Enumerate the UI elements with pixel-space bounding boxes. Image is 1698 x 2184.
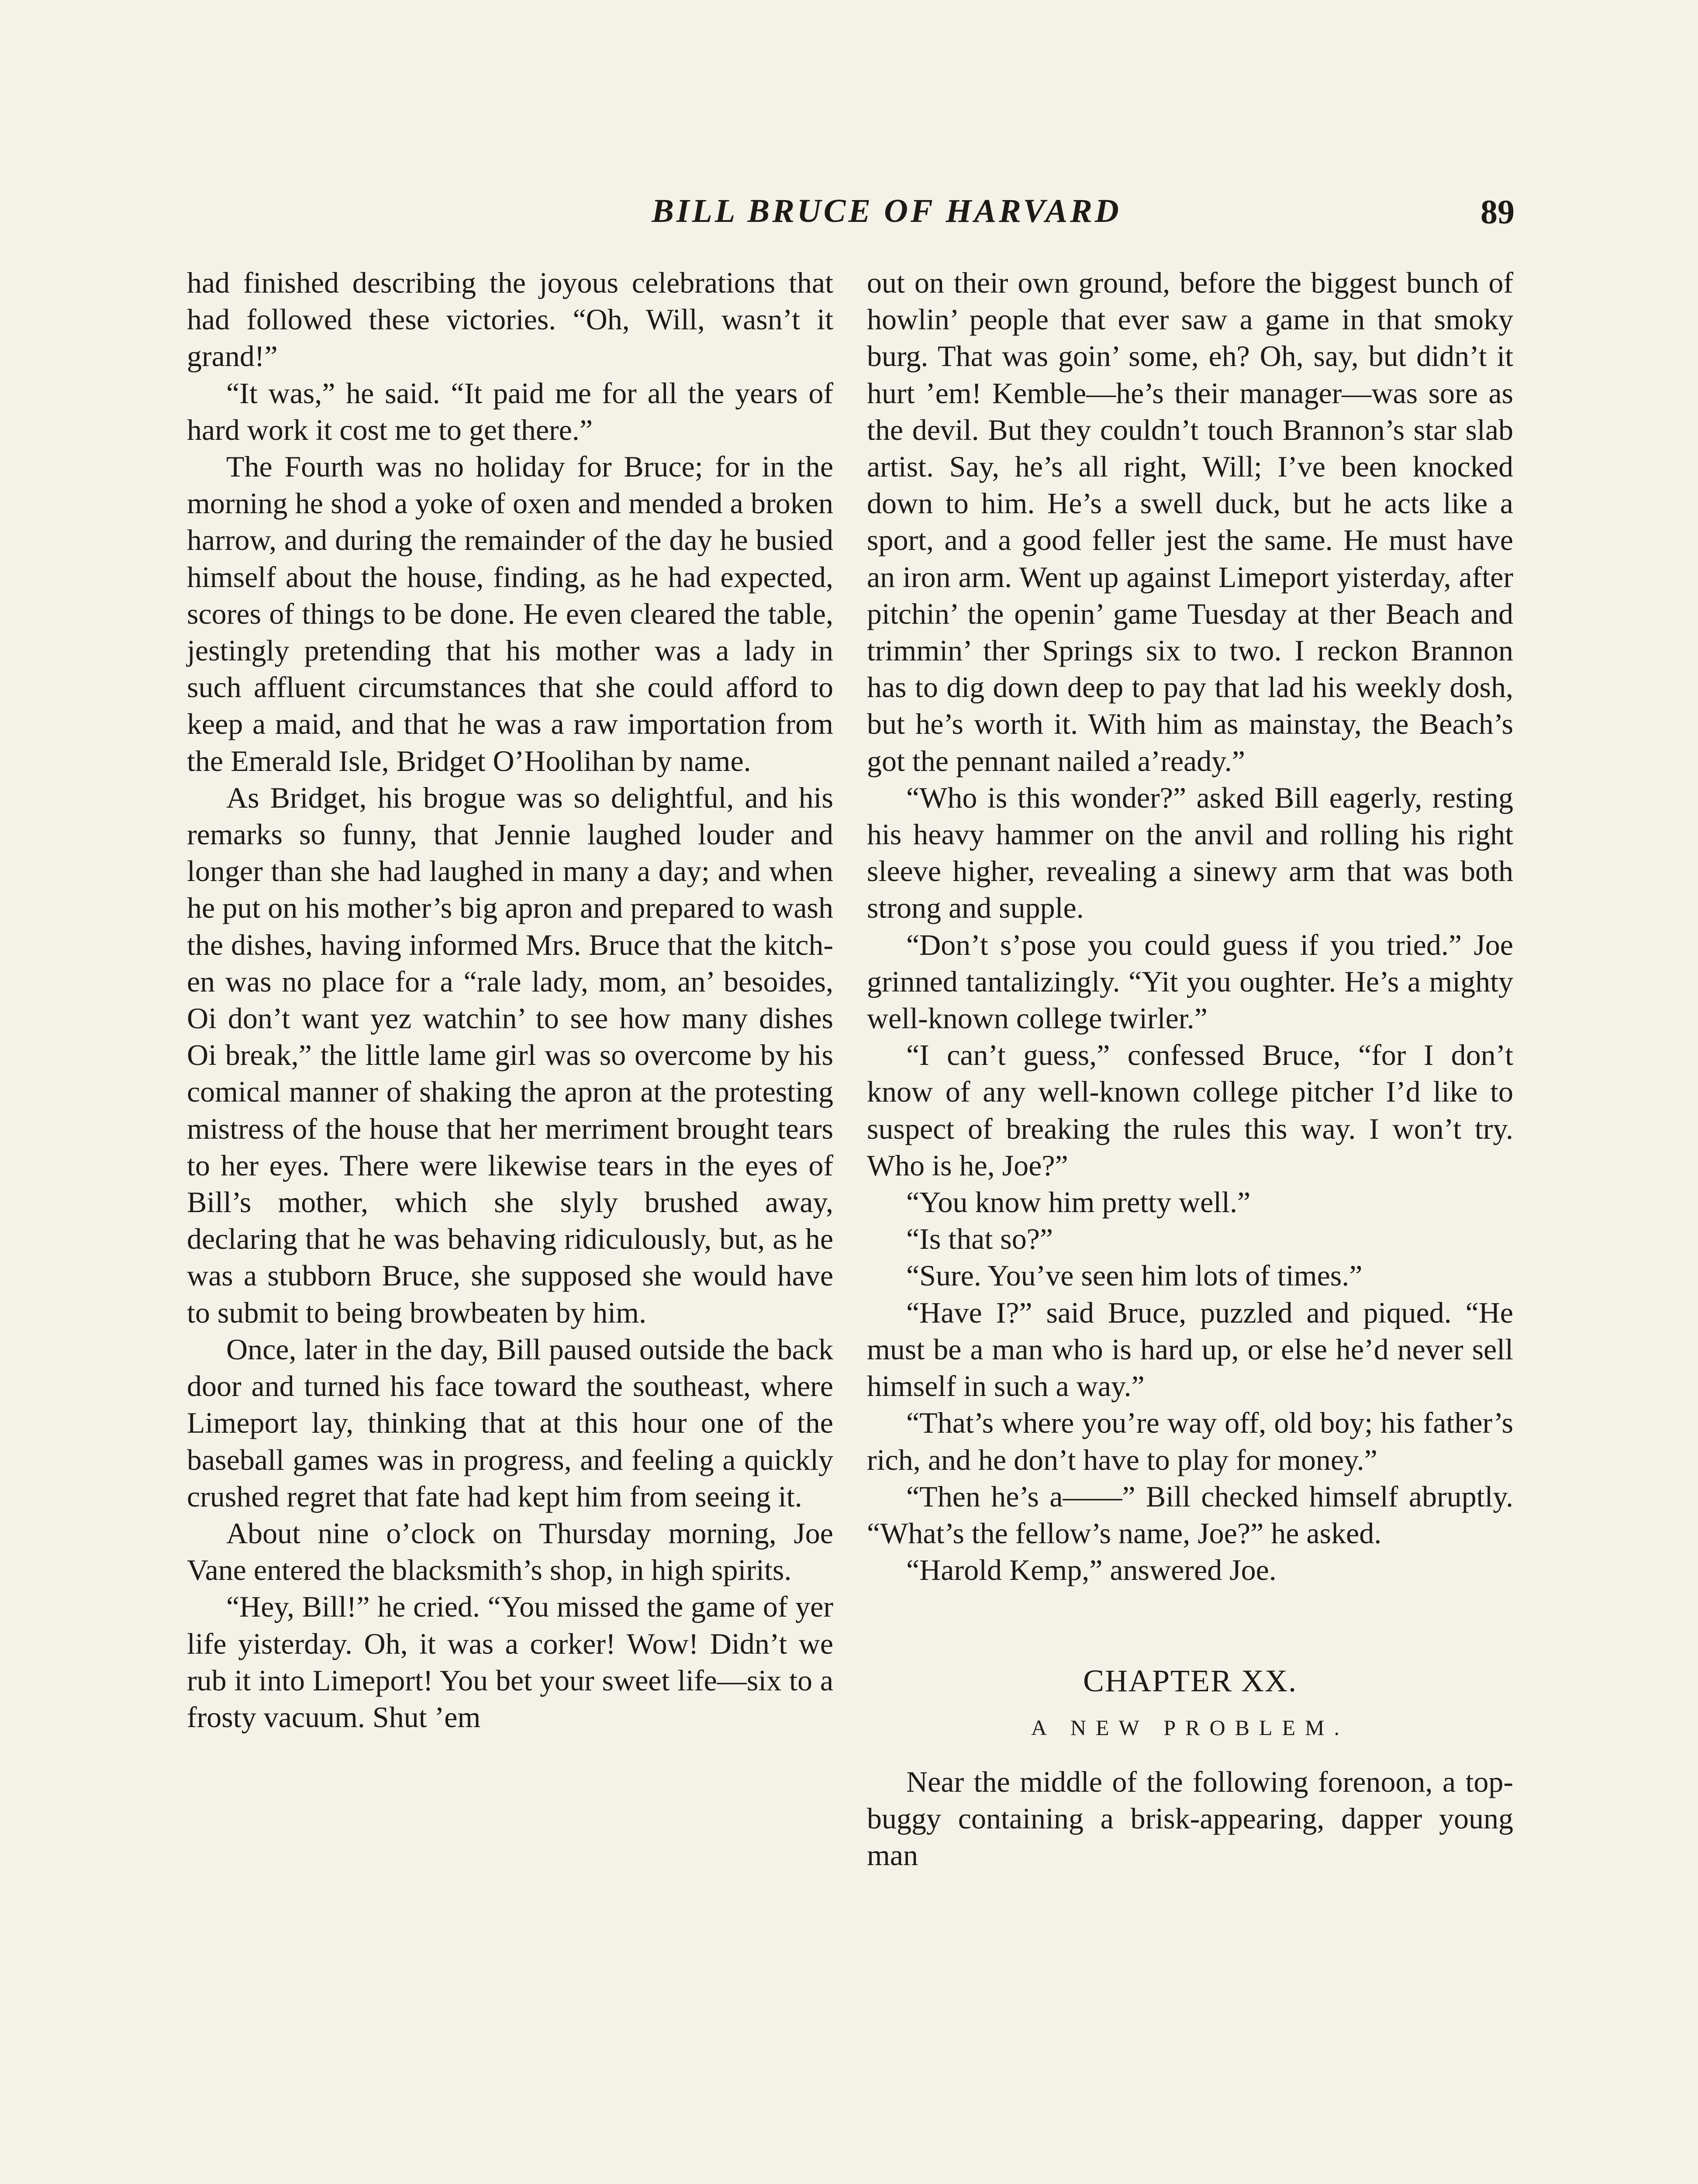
chapter-title: CHAPTER XX. xyxy=(1083,1663,1298,1699)
page-number: 89 xyxy=(1481,193,1515,231)
chapter-subtitle: A NEW PROBLEM. xyxy=(1031,1715,1349,1740)
paragraph: out on their own ground, before the biggest bunch of howlin’ people that ever saw a game in that smoky burg. That was goin’ some, eh? Oh, say, but didn’t it hurt ’em! Kemble—he’s their manager—was sore as the devil. But they couldn’t touch Brannon’s star slab artist. Say, he’s all right, Will; I’ve been knocked down to him. He’s a swell duck, but he acts like a sport, and a good feller jest the same. He must have an iron arm. Went up against Limeport yisterday, after pitchin’ the openin’ game Tuesday at ther Beach and trimmin’ ther Springs six to two. I reckon Brannon has to dig down deep to pay that lad his weekly dosh, but he’s worth it. With him as mainstay, the Beach’s got the pennant nailed a’ready.” xyxy=(867,266,1513,778)
paragraph: had finished describing the joyous celebrations that had followed these victories. “Oh, Will, wasn’t it grand!” xyxy=(187,266,833,373)
left-column xyxy=(187,264,833,1735)
paragraph: The Fourth was no holiday for Bruce; for in the morning he shod a yoke of oxen and mended a broken harrow, and during the remainder of the day he busied himself about the house, finding, as he had expected, scores of things to be done. He even cleared the table, jestingly pretending that his mother was a lady in such affluent circumstances that she could afford to keep a maid, and that he was a raw importation from the Emerald Isle, Bridget O’Hoolihan by name. xyxy=(187,450,833,778)
paragraph: About nine o’clock on Thursday morning, Joe Vane entered the blacksmith’s shop, in high spirits. xyxy=(187,1516,833,1587)
paragraph: “Harold Kemp,” answered Joe. xyxy=(906,1553,1277,1587)
paragraph: “I can’t guess,” confessed Bruce, “for I don’t know of any well-known college pitcher I’d like to suspect of breaking the rules this way. I won’t try. Who is he, Joe?” xyxy=(867,1038,1513,1182)
paragraph: “Sure. You’ve seen him lots of times.” xyxy=(906,1259,1363,1292)
paragraph: “Is that so?” xyxy=(906,1222,1053,1256)
paragraph: “Then he’s a——” Bill checked himself abruptly. “What’s the fellow’s name, Joe?” he asked. xyxy=(867,1479,1513,1550)
right-column xyxy=(867,264,1513,1873)
paragraph: “That’s where you’re way off, old boy; his father’s rich, and he don’t have to play for money.” xyxy=(867,1406,1513,1476)
paragraph: “Don’t s’pose you could guess if you tried.” Joe grinned tantalizingly. “Yit you oughter. He’s a mighty well-known college twirler.” xyxy=(867,928,1513,1035)
paragraph: “It was,” he said. “It paid me for all the years of hard work it cost me to get there.” xyxy=(187,376,833,446)
chapter-opening-paragraph: Near the middle of the following forenoon, a top-buggy containing a brisk-appearing, dapper young man xyxy=(867,1765,1513,1872)
paragraph: Once, later in the day, Bill paused outside the back door and turned his face toward the southeast, where Limeport lay, thinking that at this hour one of the baseball games was in progress, and feeling a quickly crushed regret that fate had kept him from seeing it. xyxy=(187,1332,833,1513)
running-title: BILL BRUCE OF HARVARD xyxy=(652,193,1122,229)
paragraph: “Have I?” said Bruce, puzzled and piqued. “He must be a man who is hard up, or else he’d never sell himself in such a way.” xyxy=(867,1296,1513,1403)
paragraph: As Bridget, his brogue was so delightful, and his remarks so funny, that Jennie laughed louder and longer than she had laughed in many a day; and when he put on his mother’s big apron and prepared to wash the dishes, having informed Mrs. Bruce that the kitchen was no place for a “rale lady, mom, an’ besoides, Oi don’t want yez watchin’ to see how many dishes Oi break,” the little lame girl was so overcome by his comical manner of shaking the apron at the protesting mistress of the house that her merriment brought tears to her eyes. There were likewise tears in the eyes of Bill’s mother, which she slyly brushed away, declaring that he was behaving ridiculously, but, as he was a stubborn Bruce, she supposed she would have to submit to being browbeaten by him. xyxy=(187,781,833,1329)
paragraph: “Who is this wonder?” asked Bill eagerly, resting his heavy hammer on the anvil and rolling his right sleeve higher, revealing a sinewy arm that was both strong and supple. xyxy=(867,781,1513,925)
paragraph: “You know him pretty well.” xyxy=(906,1185,1251,1219)
paragraph: “Hey, Bill!” he cried. “You missed the game of yer life yisterday. Oh, it was a corker! Wow! Didn’t we rub it into Limeport! You bet your sweet life—six to a frosty vacuum. Shut ’em xyxy=(187,1590,833,1734)
